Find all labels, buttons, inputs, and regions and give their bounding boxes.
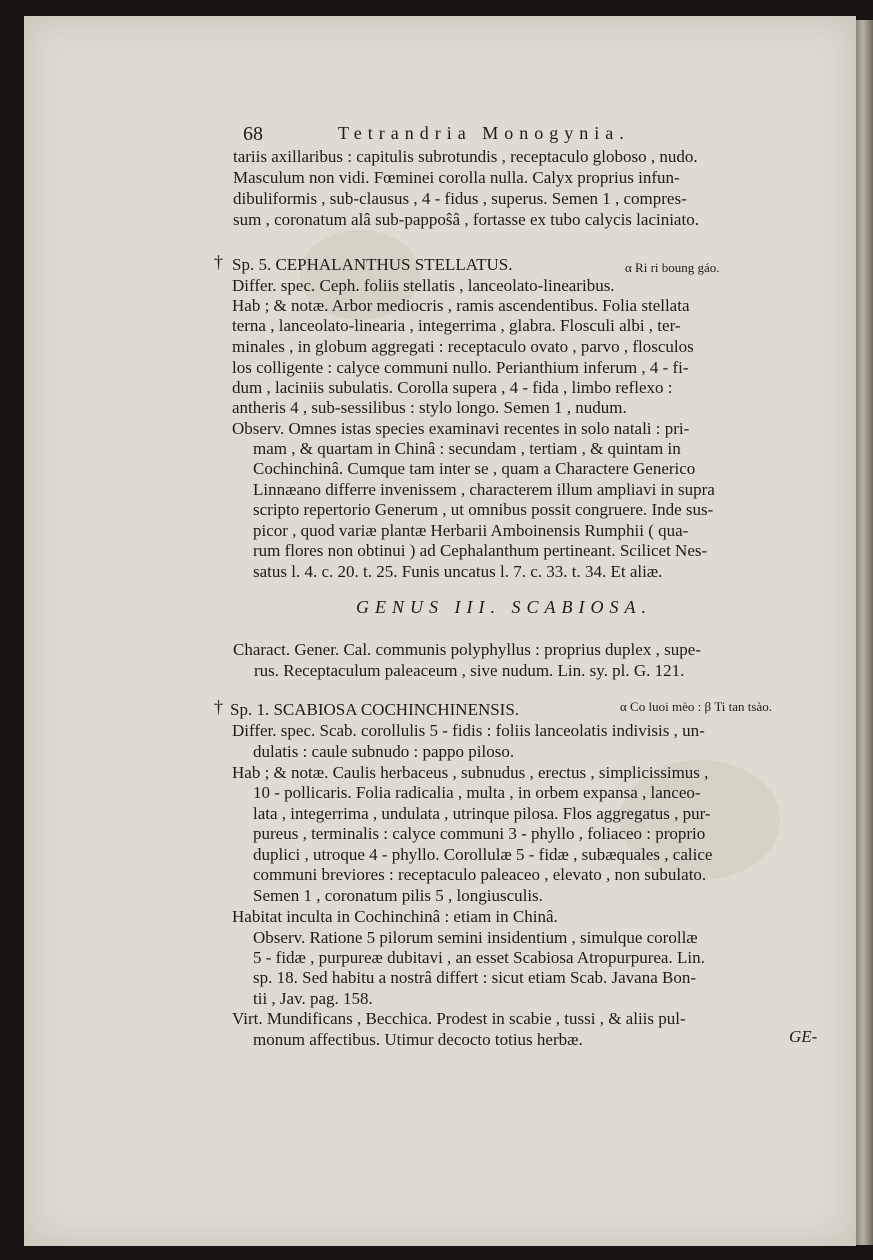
text-line: dum , laciniis subulatis. Corolla supera , 4 - fida , limbo reflexo : [232, 378, 673, 397]
text-line: sum , coronatum alâ sub-pappoŝâ , fortasse ex tubo calycis laciniato. [233, 210, 699, 229]
text-line: duplici , utroque 4 - phyllo. Corollulæ 5 - fidæ , subæquales , calice [253, 845, 713, 864]
text-line: satus l. 4. c. 20. t. 25. Funis uncatus l. 7. c. 33. t. 34. Et aliæ. [253, 562, 663, 581]
text-line: Differ. spec. Ceph. foliis stellatis , lanceolato-linearibus. [232, 276, 615, 295]
dagger-mark: † [214, 697, 223, 717]
text-line: pureus , terminalis : calyce communi 3 - phyllo , foliaceo : proprio [253, 824, 706, 843]
text-line: 5 - fidæ , purpureæ dubitavi , an esset Scabiosa Atropurpurea. Lin. [253, 948, 705, 967]
text-line: dibuliformis , sub-clausus , 4 - fidus , superus. Semen 1 , compres- [233, 189, 687, 208]
text-line: tariis axillaribus : capitulis subrotundis , receptaculo globoso , nudo. [233, 147, 698, 166]
text-line: Masculum non vidi. Fœminei corolla nulla. Calyx proprius infun- [233, 168, 680, 187]
text-line: sp. 18. Sed habitu a nostrâ differt : sicut etiam Scab. Javana Bon- [253, 968, 697, 987]
text-line: Habitat inculta in Cochinchinâ : etiam in Chinâ. [232, 907, 558, 926]
text-line: picor , quod variæ plantæ Herbarii Amboinensis Rumphii ( qua- [253, 521, 689, 540]
text-line: antheris 4 , sub-sessilibus : stylo longo. Semen 1 , nudum. [232, 398, 627, 417]
text-line: Sp. 5. CEPHALANTHUS STELLATUS. [232, 255, 513, 274]
text-line: Observ. Omnes istas species examinavi recentes in solo natali : pri- [232, 419, 690, 438]
text-line: Charact. Gener. Cal. communis polyphyllus : proprius duplex , supe- [233, 640, 701, 659]
text-line: Sp. 1. SCABIOSA COCHINCHINENSIS. [230, 700, 520, 719]
genus-heading: GENUS III. SCABIOSA. [356, 597, 652, 617]
text-line: 10 - pollicaris. Folia radicalia , multa , in orbem expansa , lanceo- [253, 783, 701, 802]
text-line: Virt. Mundificans , Becchica. Prodest in scabie , tussi , & aliis pul- [232, 1009, 686, 1028]
page-number: 68 [243, 123, 263, 145]
text-line: minales , in globum aggregati : receptaculo ovato , parvo , flosculos [232, 337, 694, 356]
text-line: scripto repertorio Generum , ut omnibus possit congruere. Inde sus- [253, 500, 714, 519]
text-line: Hab ; & notæ. Caulis herbaceus , subnudus , erectus , simplicissimus , [232, 763, 709, 782]
text-line: terna , lanceolato-linearia , integerrima , glabra. Flosculi albi , ter- [232, 316, 681, 335]
text-line: lata , integerrima , undulata , utrinque pilosa. Flos aggregatus , pur- [253, 804, 711, 823]
text-line: Cochinchinâ. Cumque tam inter se , quam a Charactere Generico [253, 459, 696, 478]
text-line: Semen 1 , coronatum pilis 5 , longiusculis. [253, 886, 543, 905]
vernacular-name-cephalanthus: α Ri ri boung gáo. [625, 260, 720, 275]
catchword: GE- [789, 1027, 818, 1046]
text-line: Hab ; & notæ. Arbor mediocris , ramis ascendentibus. Folia stellata [232, 296, 690, 315]
text-line: los colligente : calyce communi nullo. Perianthium inferum , 4 - fi- [232, 358, 689, 377]
text-line: rus. Receptaculum paleaceum , sive nudum. Lin. sy. pl. G. 121. [254, 661, 685, 680]
text-line: rum flores non obtinui ) ad Cephalanthum pertineant. Scilicet Nes- [253, 541, 708, 560]
text-line: dulatis : caule subnudo : pappo piloso. [253, 742, 515, 761]
vernacular-name-scabiosa: α Co luoi mèo : β Ti tan tsào. [620, 699, 772, 714]
text-line: monum affectibus. Utimur decocto totius herbæ. [253, 1030, 583, 1049]
text-line: Linnæano differre invenissem , characterem illum ampliavi in supra [253, 480, 715, 499]
text-line: tii , Jav. pag. 158. [253, 989, 373, 1008]
text-line: communi breviores : receptaculo paleaceo , elevato , non subulato. [253, 865, 707, 884]
text-line: mam , & quartam in Chinâ : secundam , tertiam , & quintam in [253, 439, 681, 458]
running-title: Tetrandria Monogynia. [338, 123, 630, 143]
text-line: Differ. spec. Scab. corollulis 5 - fidis : foliis lanceolatis indivisis , un- [232, 721, 705, 740]
text-line: Observ. Ratione 5 pilorum semini insidentium , simulque corollæ [253, 928, 698, 947]
dagger-mark: † [214, 252, 223, 272]
